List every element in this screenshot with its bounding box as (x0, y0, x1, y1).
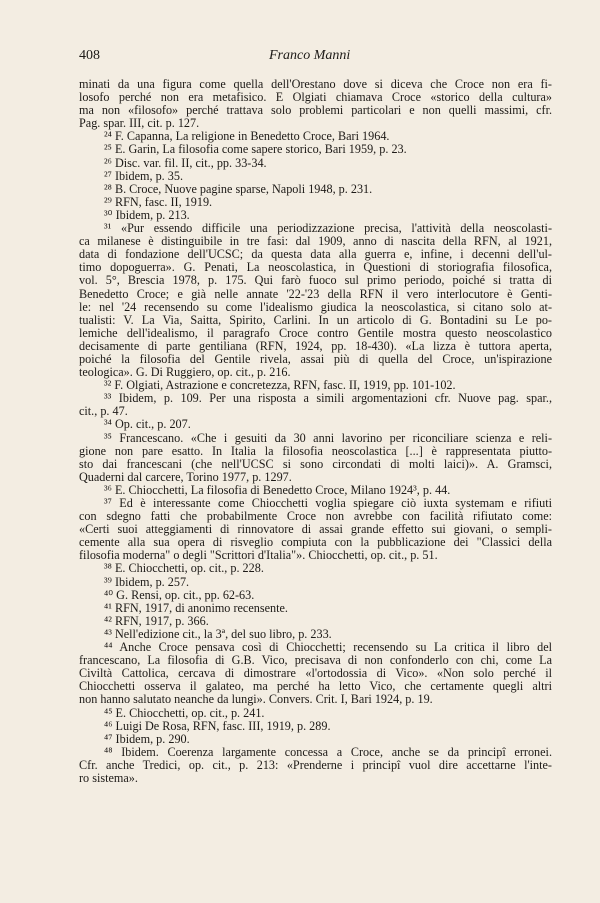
text-line: ²⁹ RFN, fasc. II, 1919. (104, 195, 213, 209)
text-line: Pag. spar. III, cit. p. 127. (79, 117, 200, 131)
text-line: cemente alla sua opera di risveglio compiuta con la pubblicazione dei "Classici della (79, 536, 552, 550)
text-line: filosofia moderna" o degli "Scrittori d'Italia"». Chiocchetti, op. cit., p. 51. (79, 549, 438, 563)
text-line: tualisti: V. La Via, Saitta, Spirito, Carlini. In un articolo di G. Bontadini su Le po- (79, 313, 552, 327)
text-line: ³³ Ibidem, p. 109. Per una risposta a simili argomentazioni cfr. Nuove pag. spar., (104, 392, 552, 406)
text-line: ⁴³ Nell'edizione cit., la 3ª, del suo libro, p. 233. (104, 627, 332, 641)
text-line: ⁴¹ RFN, 1917, di anonimo recensente. (104, 601, 288, 615)
text-line: decisamente di parte gentiliana (RFN, 1924, pp. 18-430). «La lizza è tuttora aperta, (79, 339, 552, 353)
text-line: ⁴² RFN, 1917, p. 366. (104, 614, 209, 628)
text-line: ma non «filosofo» perché trattava solo problemi particolari e non quelli massimi, cfr. (79, 104, 552, 118)
text-line: non hanno salutato neanche da lungi». Convers. Crit. I, Bari 1924, p. 19. (79, 693, 433, 707)
text-line: ³⁶ E. Chiocchetti, La filosofia di Benedetto Croce, Milano 1924³, p. 44. (104, 483, 451, 497)
text-line: ³¹ «Pur essendo difficile una periodizzazione precisa, l'attività della neoscolasti- (104, 222, 552, 236)
text-line: ca milanese è distinguibile in tre fasi: dal 1909, anno di nascita della RFN, al 1921, (79, 235, 552, 249)
text-line: ⁴⁶ Luigi De Rosa, RFN, fasc. III, 1919, p. 289. (104, 719, 331, 733)
text-line: gione non pare esatto. In Italia la filosofia neoscolastica [...] è rappresentata piutto- (79, 444, 552, 458)
text-line: Cfr. anche Tredici, op. cit., p. 213: «Prenderne i principî vuol dire accettarne l'inte- (79, 758, 552, 772)
text-line: ⁴⁰ G. Rensi, op. cit., pp. 62-63. (104, 588, 255, 602)
text-line: Chiocchetti osserva il galateo, ma perché ha letto Vico, che certamente quegli altri (79, 680, 552, 694)
text-line: ro sistema». (79, 771, 138, 785)
text-line: ²⁶ Disc. var. fil. II, cit., pp. 33-34. (104, 156, 267, 170)
text-line: ²⁷ Ibidem, p. 35. (104, 169, 183, 183)
text-line: Quaderni dal carcere, Torino 1977, p. 1297. (79, 470, 292, 484)
text-line: data di fondazione dell'UCSC; da questa data alla guerra e, infine, i decenni dell'ul- (79, 248, 552, 262)
text-line: vol. 5°, Brescia 1978, p. 175. Qui farò fuoco sul primo periodo, poiché si tratta di (79, 274, 552, 288)
text-line: le: nel '24 recensendo su come l'idealismo giudica la neoscolastica, si citano solo at- (79, 300, 552, 314)
text-line: ³⁷ Ed è interessante come Chiocchetti voglia spiegare ciò iuxta systemam e rifiuti (104, 497, 552, 510)
text-line: ²⁸ B. Croce, Nuove pagine sparse, Napoli 1948, p. 231. (104, 182, 373, 196)
running-title: Franco Manni (269, 48, 351, 63)
text-line: ⁴⁴ Anche Croce pensava così di Chiocchetti; recensendo su La critica il libro del (104, 641, 552, 655)
text-line: ⁴⁵ E. Chiocchetti, op. cit., p. 241. (104, 706, 265, 720)
text-line: con sdegno fatti che probabilmente Croce non avrebbe con facilità rifiutato come: (79, 510, 552, 524)
text-line: francescano, La filosofia di G.B. Vico, precisava di non confonderlo con chi, come La (79, 654, 552, 668)
text-line: ³² F. Olgiati, Astrazione e concretezza, RFN, fasc. II, 1919, pp. 101-102. (104, 379, 456, 393)
text-line: timo dopoguerra». G. Penati, La neoscolastica, in Questioni di storiografia filosofica, (79, 261, 552, 275)
text-line: sto dai francescani (che nell'UCSC si sono circondati di molti laici)». A. Gramsci, (79, 457, 552, 471)
text-line: ³⁴ Op. cit., p. 207. (104, 418, 191, 432)
text-line: ³⁵ Francescano. «Che i gesuiti da 30 anni lavorino per riconciliare scienza e reli- (104, 431, 552, 445)
text-line: Civiltà Cattolica, cercava di dimostrare «l'ortodossia di Vico». «Non solo perché il (79, 667, 552, 681)
text-line: Benedetto Croce; e già nelle annate '22-'23 della RFN il vero interlocutore è Genti- (79, 287, 552, 301)
text-line: cit., p. 47. (79, 405, 128, 419)
text-line: ³⁸ E. Chiocchetti, op. cit., p. 228. (104, 562, 264, 576)
text-line: ⁴⁸ Ibidem. Coerenza largamente concessa a Croce, anche se da principî erronei. (104, 745, 552, 759)
text-line: poiché la filosofia del Gentile rivela, assai più di quella del Croce, un'ispirazione (79, 352, 552, 366)
text-line: ²⁴ F. Capanna, La religione in Benedetto Croce, Bari 1964. (104, 130, 390, 144)
text-line: ²⁵ E. Garin, La filosofia come sapere storico, Bari 1959, p. 23. (104, 143, 407, 157)
page-header (79, 48, 540, 64)
text-line: ⁴⁷ Ibidem, p. 290. (104, 732, 190, 746)
text-line: ³⁰ Ibidem, p. 213. (104, 208, 190, 222)
page-number: 408 (79, 48, 100, 63)
footnotes-block (79, 78, 552, 785)
text-line: ³⁹ Ibidem, p. 257. (104, 575, 190, 589)
text-line: lemiche dell'idealismo, il paragrafo Croce contro Gentile mostra questo neoscolastico (79, 326, 552, 340)
text-line: losofo perché non era metafisico. E Olgiati chiamava Croce «storico della cultura» (79, 91, 552, 105)
text-line: «Certi suoi atteggiamenti di rinnovatore di assai grande effetto sui giovani, o sempli- (79, 523, 552, 537)
text-line: minati da una figura come quella dell'Orestano dove si diceva che Croce non era fi- (79, 78, 552, 91)
text-line: teologica». G. Di Ruggiero, op. cit., p. 216. (79, 366, 291, 380)
